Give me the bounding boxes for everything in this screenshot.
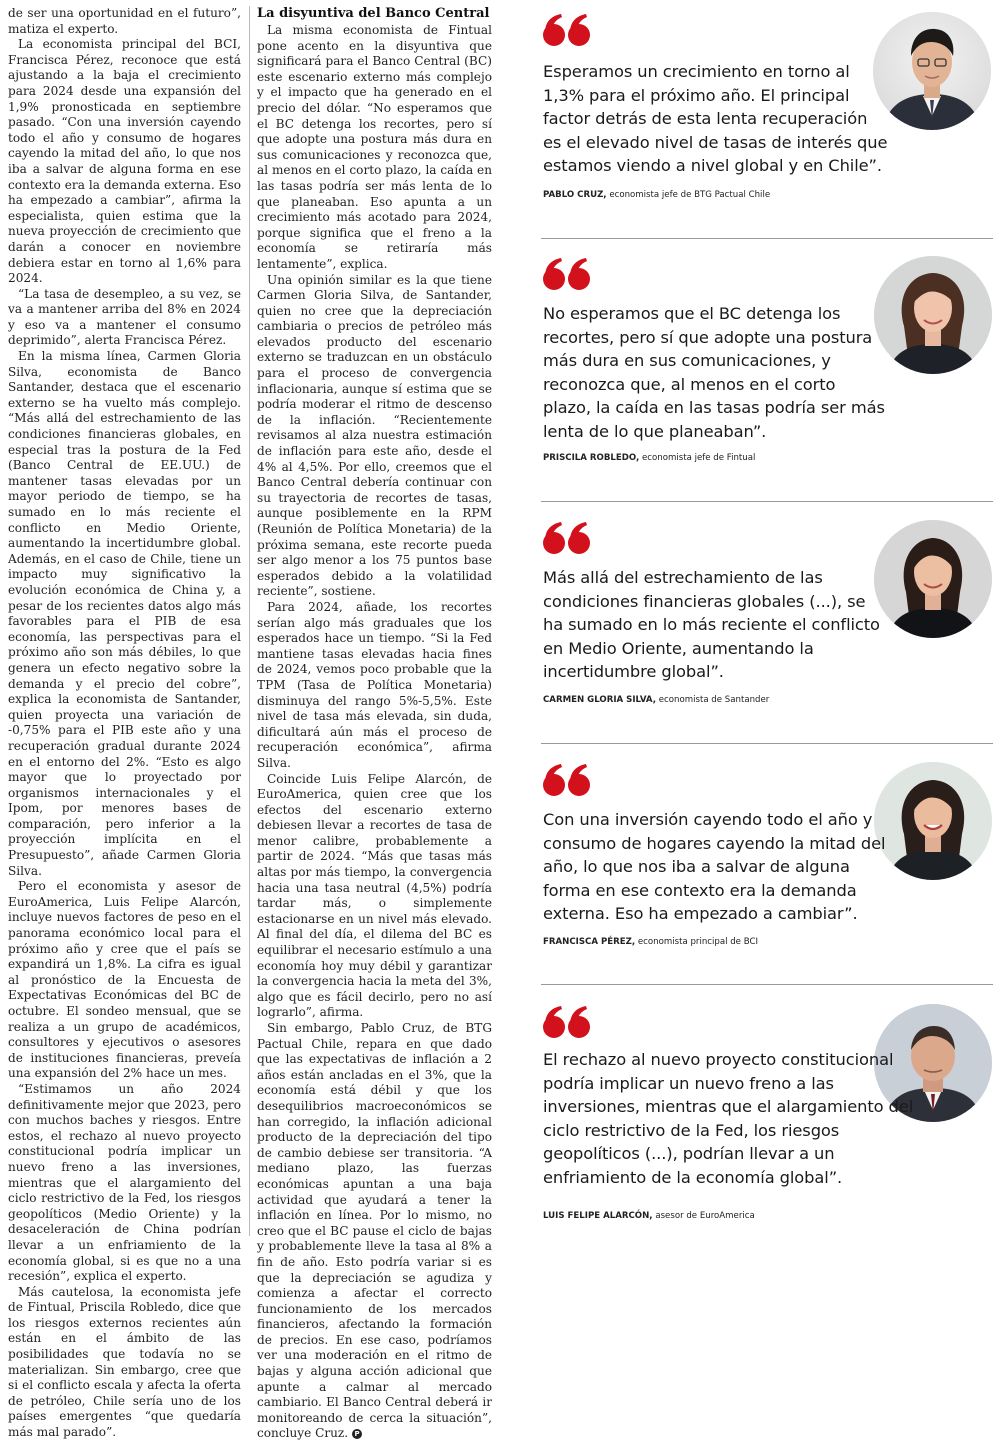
quote-text: No esperamos que el BC detenga los recortes, pero sí que adopte una postura más dura en sus comunicaciones, y reconozca que, al menos en el corto plazo, la caída en las tasas podría ser más lenta de lo que planeaban”.: [543, 304, 885, 441]
quote-mark-icon: [541, 762, 591, 798]
avatar: [874, 762, 992, 880]
paragraph: La economista principal del BCI, Francisca Pérez, reconoce que está ajustando a la baja el crecimiento para 2024 desde una expansión del 1,9% pronosticada en septiembre pasado. “Con una inversión cayendo todo el año y consumo de hogares cayendo la mitad del año, lo que nos iba a salvar de alguna forma en ese contexto era la demanda externa. Eso ha empezado a cambiar”, afirma la especialista, quien estima que la nueva proyección de crecimiento que darán a conocer en noviembre debiera estar en torno al 1,6% para 2024.: [8, 37, 241, 286]
speaker-name: LUIS FELIPE ALARCÓN,: [543, 1211, 653, 1221]
speaker-role: economista jefe de BTG Pactual Chile: [609, 190, 771, 200]
paragraph: En la misma línea, Carmen Gloria Silva, economista de Banco Santander, destaca que el escenario externo se ha vuelto más complejo. “Más allá del estrechamiento de las condiciones financieras globales, en especial tras la postura de la Fed (Banco Central de EE.UU.) de mantener tasas elevadas por un mayor periodo de tiempo, se ha sumado en lo más reciente el conflicto en Medio Oriente, aumentando la incertidumbre global. Además, en el caso de Chile, tiene un impacto muy significativo la evolución económica de China y, a pesar de los recientes datos algo más favorables para el PIB de esa economía, las perspectivas para el próximo año son más débiles, lo que genera un efecto negativo sobre la demanda y el precio del cobre”, explica la economista de Santander, quien proyecta una variación de -0,75% para el PIB este año y una recuperación gradual durante 2024 en el entorno del 2%. “Esto es algo mayor que lo proyectado por organismos internacionales y el Ipom, por menores bases de comparación, pero inferior a la proyección implícita en el Presupuesto”, añade Carmen Gloria Silva.: [8, 349, 241, 878]
paragraph-last: [257, 1021, 492, 1442]
quote-mark-icon: [541, 256, 591, 292]
paragraph: Una opinión similar es la que tiene Carmen Gloria Silva, de Santander, quien no cree que la depreciación cambiaria o precios de petróleo más elevados producto del escenario externo se traduzcan en un obstáculo para el proceso de convergencia inflacionaria, aunque sí estima que se podría moderar el ritmo de descenso de la inflación. “Recientemente revisamos al alza nuestra estimación de inflación para este año, desde el 4% al 4,5%. Por ello, creemos que el Banco Central debería continuar con su trayectoria de recortes de tasas, aunque posiblemente en la RPM (Reunión de Política Monetaria) de la próxima semana, este recorte pueda ser algo menor a los 75 puntos base esperados debido a la volatilidad reciente”, sostiene.: [257, 272, 492, 599]
paragraph: Coincide Luis Felipe Alarcón, de EuroAmerica, quien cree que los efectos del escenario externo debiesen llevar a recortes de tasa de menor calibre, probablemente a partir de 2024. “Más que tasas más altas por más tiempo, la convergencia hacia una tasa neutral (4,5%) podría tardar más, o simplemente estacionarse en un nivel más elevado. Al final del día, el dilema del BC es equilibrar el necesario estímulo a una economía hoy muy débil y garantizar la convergencia hacia la meta del 3%, algo que es fácil decirlo, pero no así lograrlo”, afirma.: [257, 771, 492, 1020]
avatar: [874, 256, 992, 374]
quote-text: Esperamos un crecimiento en torno al 1,3% para el próximo año. El principal factor detrás de esta lenta recuperación es el elevado nivel de tasas de interés que estamos viendo a nivel global y en Chile”.: [543, 62, 888, 176]
speaker-name: CARMEN GLORIA SILVA,: [543, 695, 656, 705]
quote-separator: [541, 238, 993, 239]
quote-attribution: [543, 695, 769, 705]
quote-mark-icon: [541, 1004, 591, 1040]
quote-mark-icon: [541, 520, 591, 556]
speaker-name: FRANCISCA PÉREZ,: [543, 937, 636, 947]
pull-quote-pablo-cruz: [541, 12, 993, 212]
quote-text: Con una inversión cayendo todo el año y consumo de hogares cayendo la mitad del año, lo que nos iba a salvar de alguna forma en ese contexto era la demanda externa. Eso ha empezado a cambiar”.: [543, 810, 886, 924]
speaker-name: PRISCILA ROBLEDO,: [543, 453, 640, 463]
speaker-name: PABLO CRUZ,: [543, 190, 607, 200]
quote-mark-icon: [541, 12, 591, 48]
paragraph: Pero el economista y asesor de EuroAmerica, Luis Felipe Alarcón, incluye nuevos factores de peso en el panorama económico local para el próximo año y cree que el país se expandirá un 1,8%. La cifra es igual al pronóstico de la Encuesta de Expectativas Económicas del BC de octubre. El sondeo mensual, que se realiza a un grupo de académicos, consultores y ejecutivos o asesores de instituciones financieras, preveía una expansión del 2% hace un mes.: [8, 879, 241, 1081]
quote-attribution: [543, 453, 755, 463]
pull-quote-carmen-gloria-silva: [541, 520, 993, 720]
quote-attribution: [543, 1211, 755, 1221]
column-divider: [249, 6, 250, 1236]
speaker-role: economista jefe de Fintual: [642, 453, 756, 463]
quote-text: Más allá del estrechamiento de las condiciones financieras globales (...), se ha sumado en lo más reciente el conflicto en Medio Oriente, aumentando la incertidumbre global”.: [543, 568, 880, 682]
avatar: [874, 520, 992, 638]
paragraph: “La tasa de desempleo, a su vez, se va a mantener arriba del 8% en 2024 y eso va a mantener el consumo deprimido”, alerta Francisca Pérez.: [8, 286, 241, 348]
paragraph: de ser una oportunidad en el futuro”, matiza el experto.: [8, 6, 241, 36]
paragraph: Para 2024, añade, los recortes serían algo más graduales que los esperados hace un tiempo. “Si la Fed mantiene tasas elevadas hacia fines de 2024, vemos poco probable que la TPM (Tasa de Política Monetaria) disminuya del rango 5%-5,5%. Este nivel de tasa más elevada, sin duda, dificultará aún más el proceso de recuperación económica”, afirma Silva.: [257, 599, 492, 770]
paragraph-text: Sin embargo, Pablo Cruz, de BTG Pactual Chile, repara en que dado que las expectativas de inflación a 2 años están ancladas en el 3%, que la economía está débil y que los desequilibrios macroeconómicos se han corregido, la inflación adicional producto de la depreciación del tipo de cambio debiese ser transitoria. “A mediano plazo, las fuerzas económicas apuntan a una baja actividad que ayudará a tener la inflación en línea. Por lo mismo, no creo que el BC pause el ciclo de bajas y probablemente lleve la tasa al 8% a fin de año. Esto podría variar si es que la depreciación se agudiza y comienza a afectar el correcto funcionamiento de los mercados financieros, afectando la formación de precios. En ese caso, podríamos ver una moderación en el ritmo de bajas y alguna acción adicional que apunte a calmar al mercado cambiario. El Banco Central deberá ir monitoreando de cerca la situación”, concluye Cruz.: [257, 1021, 492, 1441]
pull-quote-priscila-robledo: [541, 256, 993, 476]
quote-separator: [541, 501, 993, 502]
speaker-role: economista de Santander: [658, 695, 770, 705]
quote-attribution: [543, 190, 770, 200]
article-column-middle: [257, 6, 492, 1442]
paragraph: La misma economista de Fintual pone acento en la disyuntiva que significará para el Banco Central (BC) este escenario externo más complejo y el impacto que ha generado en el precio del dólar. “No esperamos que el BC detenga los recortes, pero sí que adopte una postura más dura en sus comunicaciones y reconozca que, al menos en el corto plazo, la caída en las tasas podría ser más lenta de lo que planeaban. Eso apunta a un crecimiento más acotado para 2024, porque significa que el freno a la economía se retiraría más lentamente”, explica.: [257, 23, 492, 271]
pull-quote-francisca-perez: [541, 762, 993, 972]
paragraph: Más cautelosa, la economista jefe de Fintual, Priscila Robledo, dice que los riesgos externos recientes aún están en el ámbito de las posibilidades que todavía no se materializan. Sin embargo, cree que si el conflicto escala y afecta la oferta de petróleo, Chile sería uno de los países emergentes “que quedaría más mal parado”.: [8, 1284, 241, 1440]
quote-separator: [541, 743, 993, 744]
speaker-role: asesor de EuroAmerica: [655, 1211, 755, 1221]
quote-text: El rechazo al nuevo proyecto constitucional podría implicar un nuevo freno a las inversiones, mientras que el alargamiento del ciclo restrictivo de la Fed, los riesgos geopolíticos (...), podrían llevar a un enfriamiento de la economía global”.: [543, 1050, 914, 1187]
end-mark-icon: P: [352, 1429, 362, 1439]
pull-quote-luis-felipe-alarcon: [541, 1004, 993, 1229]
paragraph: “Estimamos un año 2024 definitivamente mejor que 2023, pero con muchos baches y riesgos. Entre estos, el rechazo al nuevo proyecto constitucional podría implicar un nuevo freno a las inversiones, mientras que el alargamiento del ciclo restrictivo de la Fed, los riesgos geopolíticos (Medio Oriente) y la desaceleración de China podrían llevar a un enfriamiento de la economía global, si es que no a una recesión”, explica el experto.: [8, 1081, 241, 1284]
article-column-left: [8, 6, 241, 1441]
quote-attribution: [543, 937, 758, 947]
section-heading: La disyuntiva del Banco Central: [257, 6, 490, 21]
avatar: [873, 12, 991, 130]
speaker-role: economista principal de BCI: [637, 937, 758, 947]
quote-separator: [541, 984, 993, 985]
